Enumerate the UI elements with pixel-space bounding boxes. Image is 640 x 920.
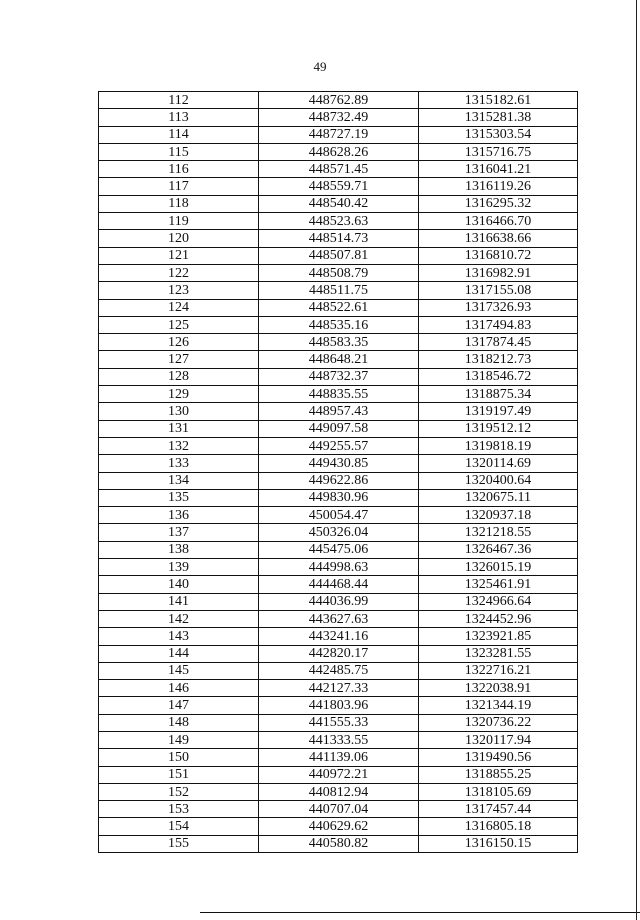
y-coordinate-cell: 1316810.72 (419, 247, 578, 264)
table-row (99, 386, 578, 403)
point-number-cell: 150 (99, 749, 259, 766)
table-row (99, 195, 578, 212)
point-number-cell: 149 (99, 731, 259, 748)
y-coordinate-cell: 1325461.91 (419, 576, 578, 593)
point-number-cell: 121 (99, 247, 259, 264)
table-row (99, 316, 578, 333)
table-row (99, 334, 578, 351)
point-number-cell: 148 (99, 714, 259, 731)
y-coordinate-cell: 1322716.21 (419, 662, 578, 679)
x-coordinate-cell: 448762.89 (259, 92, 419, 109)
coordinates-table-body (99, 92, 578, 853)
y-coordinate-cell: 1321218.55 (419, 524, 578, 541)
y-coordinate-cell: 1316982.91 (419, 264, 578, 281)
point-number-cell: 137 (99, 524, 259, 541)
table-row (99, 818, 578, 835)
x-coordinate-cell: 448727.19 (259, 126, 419, 143)
y-coordinate-cell: 1316805.18 (419, 818, 578, 835)
y-coordinate-cell: 1318105.69 (419, 783, 578, 800)
point-number-cell: 155 (99, 835, 259, 852)
x-coordinate-cell: 440707.04 (259, 801, 419, 818)
point-number-cell: 113 (99, 109, 259, 126)
point-number-cell: 112 (99, 92, 259, 109)
x-coordinate-cell: 450326.04 (259, 524, 419, 541)
table-row (99, 697, 578, 714)
point-number-cell: 117 (99, 178, 259, 195)
point-number-cell: 134 (99, 472, 259, 489)
y-coordinate-cell: 1319197.49 (419, 403, 578, 420)
table-row (99, 541, 578, 558)
x-coordinate-cell: 448514.73 (259, 230, 419, 247)
right-edge-line (636, 0, 637, 920)
point-number-cell: 151 (99, 766, 259, 783)
table-row (99, 801, 578, 818)
x-coordinate-cell: 440972.21 (259, 766, 419, 783)
point-number-cell: 146 (99, 680, 259, 697)
x-coordinate-cell: 449255.57 (259, 437, 419, 454)
x-coordinate-cell: 448648.21 (259, 351, 419, 368)
point-number-cell: 143 (99, 628, 259, 645)
table-row (99, 835, 578, 852)
table-row (99, 213, 578, 230)
y-coordinate-cell: 1315281.38 (419, 109, 578, 126)
point-number-cell: 118 (99, 195, 259, 212)
point-number-cell: 131 (99, 420, 259, 437)
x-coordinate-cell: 449830.96 (259, 489, 419, 506)
x-coordinate-cell: 449097.58 (259, 420, 419, 437)
x-coordinate-cell: 448540.42 (259, 195, 419, 212)
y-coordinate-cell: 1317874.45 (419, 334, 578, 351)
point-number-cell: 141 (99, 593, 259, 610)
y-coordinate-cell: 1324452.96 (419, 610, 578, 627)
y-coordinate-cell: 1319490.56 (419, 749, 578, 766)
x-coordinate-cell: 448732.37 (259, 368, 419, 385)
y-coordinate-cell: 1316150.15 (419, 835, 578, 852)
y-coordinate-cell: 1320400.64 (419, 472, 578, 489)
y-coordinate-cell: 1326467.36 (419, 541, 578, 558)
y-coordinate-cell: 1318855.25 (419, 766, 578, 783)
x-coordinate-cell: 441139.06 (259, 749, 419, 766)
table-row (99, 437, 578, 454)
table-row (99, 524, 578, 541)
x-coordinate-cell: 450054.47 (259, 507, 419, 524)
y-coordinate-cell: 1318875.34 (419, 386, 578, 403)
y-coordinate-cell: 1323921.85 (419, 628, 578, 645)
point-number-cell: 139 (99, 559, 259, 576)
point-number-cell: 130 (99, 403, 259, 420)
table-row (99, 455, 578, 472)
y-coordinate-cell: 1320736.22 (419, 714, 578, 731)
table-row (99, 403, 578, 420)
point-number-cell: 147 (99, 697, 259, 714)
table-row (99, 662, 578, 679)
point-number-cell: 145 (99, 662, 259, 679)
x-coordinate-cell: 448523.63 (259, 213, 419, 230)
table-row (99, 645, 578, 662)
y-coordinate-cell: 1316295.32 (419, 195, 578, 212)
point-number-cell: 132 (99, 437, 259, 454)
y-coordinate-cell: 1319818.19 (419, 437, 578, 454)
point-number-cell: 153 (99, 801, 259, 818)
x-coordinate-cell: 445475.06 (259, 541, 419, 558)
x-coordinate-cell: 441555.33 (259, 714, 419, 731)
x-coordinate-cell: 448835.55 (259, 386, 419, 403)
x-coordinate-cell: 448628.26 (259, 143, 419, 160)
point-number-cell: 142 (99, 610, 259, 627)
coordinates-table (98, 91, 578, 853)
point-number-cell: 115 (99, 143, 259, 160)
y-coordinate-cell: 1316041.21 (419, 161, 578, 178)
x-coordinate-cell: 448508.79 (259, 264, 419, 281)
point-number-cell: 127 (99, 351, 259, 368)
table-row (99, 92, 578, 109)
y-coordinate-cell: 1317457.44 (419, 801, 578, 818)
table-row (99, 247, 578, 264)
table-row (99, 714, 578, 731)
y-coordinate-cell: 1316119.26 (419, 178, 578, 195)
point-number-cell: 133 (99, 455, 259, 472)
table-row (99, 472, 578, 489)
x-coordinate-cell: 442127.33 (259, 680, 419, 697)
table-row (99, 680, 578, 697)
y-coordinate-cell: 1317326.93 (419, 299, 578, 316)
table-row (99, 731, 578, 748)
x-coordinate-cell: 448583.35 (259, 334, 419, 351)
x-coordinate-cell: 448511.75 (259, 282, 419, 299)
x-coordinate-cell: 440812.94 (259, 783, 419, 800)
x-coordinate-cell: 441333.55 (259, 731, 419, 748)
table-row (99, 299, 578, 316)
y-coordinate-cell: 1326015.19 (419, 559, 578, 576)
table-row (99, 766, 578, 783)
x-coordinate-cell: 440580.82 (259, 835, 419, 852)
y-coordinate-cell: 1315716.75 (419, 143, 578, 160)
y-coordinate-cell: 1317155.08 (419, 282, 578, 299)
x-coordinate-cell: 448559.71 (259, 178, 419, 195)
y-coordinate-cell: 1316466.70 (419, 213, 578, 230)
y-coordinate-cell: 1324966.64 (419, 593, 578, 610)
x-coordinate-cell: 442485.75 (259, 662, 419, 679)
point-number-cell: 116 (99, 161, 259, 178)
y-coordinate-cell: 1323281.55 (419, 645, 578, 662)
table-row (99, 126, 578, 143)
x-coordinate-cell: 448507.81 (259, 247, 419, 264)
point-number-cell: 124 (99, 299, 259, 316)
x-coordinate-cell: 444036.99 (259, 593, 419, 610)
y-coordinate-cell: 1322038.91 (419, 680, 578, 697)
point-number-cell: 126 (99, 334, 259, 351)
point-number-cell: 152 (99, 783, 259, 800)
table-row (99, 351, 578, 368)
x-coordinate-cell: 443627.63 (259, 610, 419, 627)
x-coordinate-cell: 448571.45 (259, 161, 419, 178)
point-number-cell: 136 (99, 507, 259, 524)
table-row (99, 783, 578, 800)
table-row (99, 109, 578, 126)
x-coordinate-cell: 443241.16 (259, 628, 419, 645)
point-number-cell: 135 (99, 489, 259, 506)
y-coordinate-cell: 1320117.94 (419, 731, 578, 748)
x-coordinate-cell: 444468.44 (259, 576, 419, 593)
table-row (99, 264, 578, 281)
x-coordinate-cell: 448522.61 (259, 299, 419, 316)
y-coordinate-cell: 1319512.12 (419, 420, 578, 437)
table-row (99, 489, 578, 506)
table-row (99, 576, 578, 593)
table-row (99, 420, 578, 437)
point-number-cell: 129 (99, 386, 259, 403)
x-coordinate-cell: 448535.16 (259, 316, 419, 333)
y-coordinate-cell: 1315303.54 (419, 126, 578, 143)
point-number-cell: 120 (99, 230, 259, 247)
point-number-cell: 119 (99, 213, 259, 230)
x-coordinate-cell: 449430.85 (259, 455, 419, 472)
point-number-cell: 140 (99, 576, 259, 593)
page-number: 49 (313, 59, 327, 74)
x-coordinate-cell: 449622.86 (259, 472, 419, 489)
y-coordinate-cell: 1321344.19 (419, 697, 578, 714)
y-coordinate-cell: 1320114.69 (419, 455, 578, 472)
table-row (99, 178, 578, 195)
point-number-cell: 144 (99, 645, 259, 662)
table-row (99, 161, 578, 178)
table-row (99, 368, 578, 385)
y-coordinate-cell: 1320937.18 (419, 507, 578, 524)
table-row (99, 143, 578, 160)
y-coordinate-cell: 1317494.83 (419, 316, 578, 333)
x-coordinate-cell: 441803.96 (259, 697, 419, 714)
table-row (99, 559, 578, 576)
point-number-cell: 122 (99, 264, 259, 281)
point-number-cell: 125 (99, 316, 259, 333)
x-coordinate-cell: 448957.43 (259, 403, 419, 420)
table-row (99, 230, 578, 247)
table-row (99, 593, 578, 610)
y-coordinate-cell: 1315182.61 (419, 92, 578, 109)
x-coordinate-cell: 442820.17 (259, 645, 419, 662)
point-number-cell: 123 (99, 282, 259, 299)
table-row (99, 628, 578, 645)
point-number-cell: 114 (99, 126, 259, 143)
point-number-cell: 138 (99, 541, 259, 558)
x-coordinate-cell: 448732.49 (259, 109, 419, 126)
y-coordinate-cell: 1316638.66 (419, 230, 578, 247)
table-row (99, 507, 578, 524)
point-number-cell: 128 (99, 368, 259, 385)
x-coordinate-cell: 444998.63 (259, 559, 419, 576)
y-coordinate-cell: 1318546.72 (419, 368, 578, 385)
x-coordinate-cell: 440629.62 (259, 818, 419, 835)
table-row (99, 282, 578, 299)
table-row (99, 610, 578, 627)
point-number-cell: 154 (99, 818, 259, 835)
table-row (99, 749, 578, 766)
y-coordinate-cell: 1318212.73 (419, 351, 578, 368)
bottom-edge-line (200, 912, 640, 913)
y-coordinate-cell: 1320675.11 (419, 489, 578, 506)
